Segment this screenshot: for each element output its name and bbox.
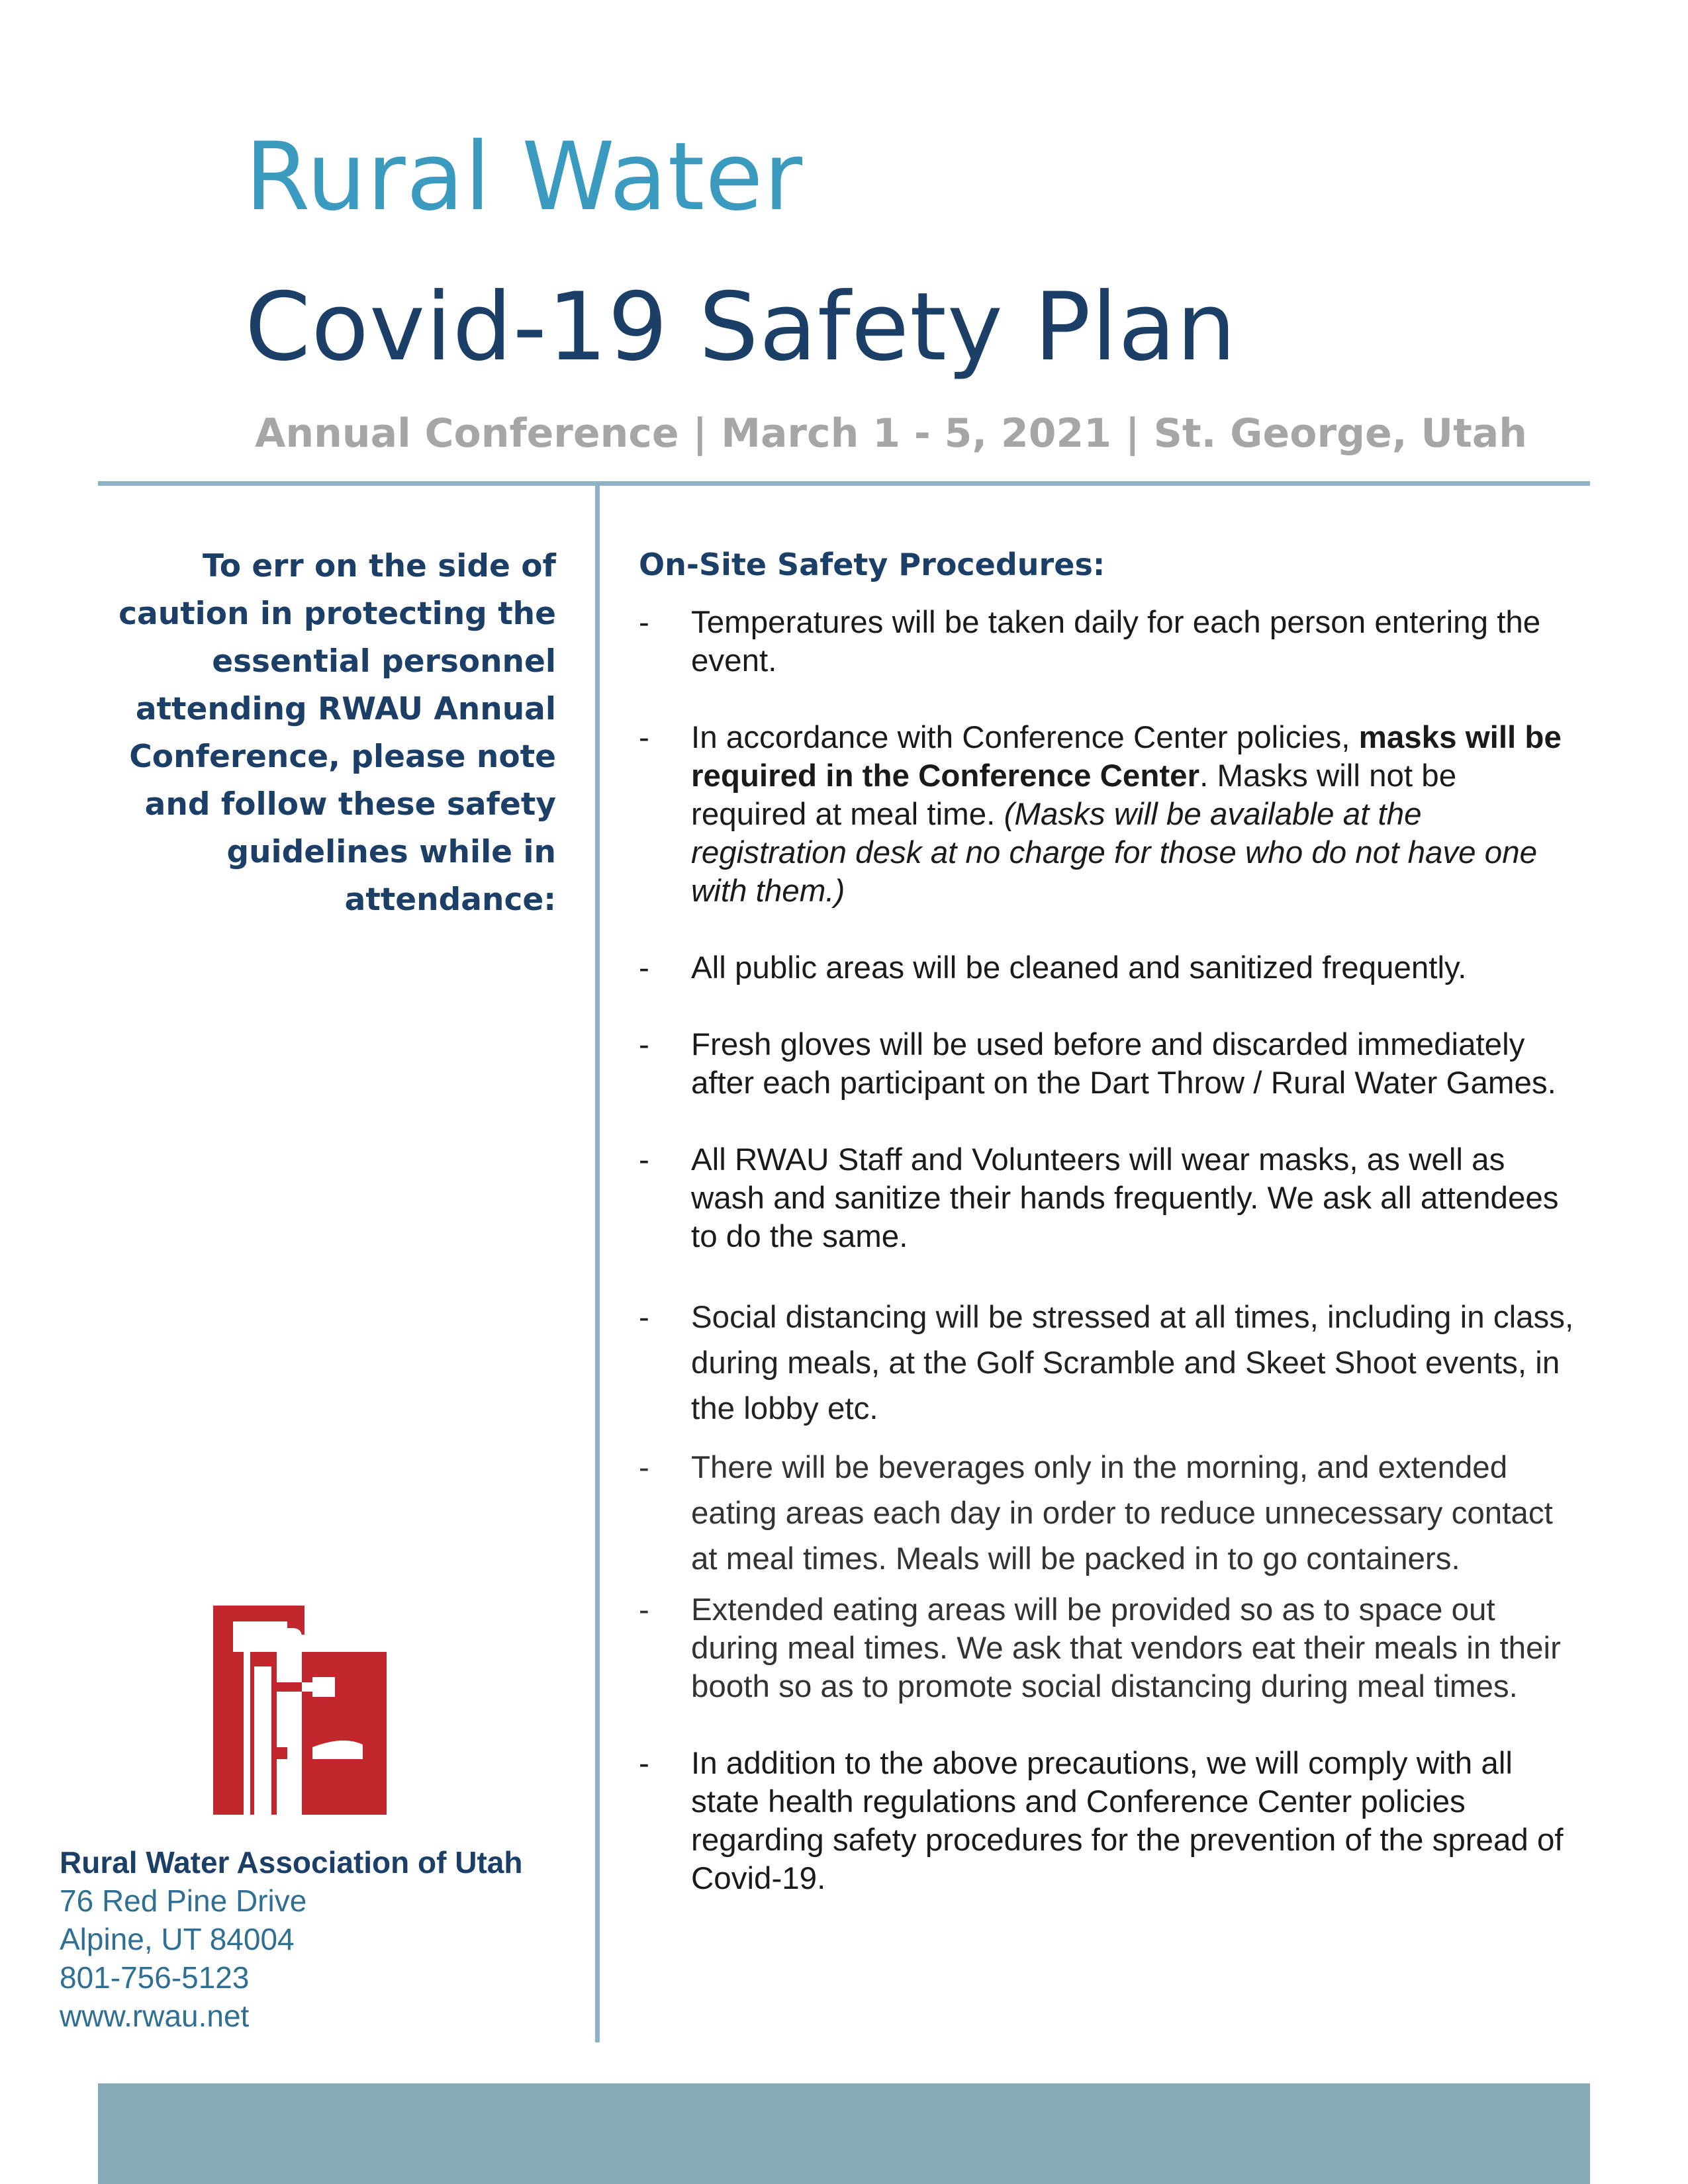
bullet-dash: - bbox=[639, 1746, 649, 1781]
intro-line: essential personnel bbox=[212, 643, 556, 680]
water-pump-logo-icon bbox=[213, 1606, 387, 1815]
list-item bbox=[639, 604, 1579, 680]
organization-contact bbox=[60, 1843, 589, 2035]
intro-line: Conference, please note bbox=[129, 739, 556, 775]
bullet-dash: - bbox=[639, 950, 649, 985]
item-text: Social distancing will be stressed at all times, including in class, during meals, at the Golf Scramble and Skeet Shoot events, in the lobby etc. bbox=[691, 1300, 1574, 1426]
item-italic-text: (Masks will be available at the registration desk at no charge for those who do not have one with them.) bbox=[691, 797, 1538, 909]
bullet-dash: - bbox=[639, 1027, 649, 1062]
procedures-heading: On-Site Safety Procedures: bbox=[639, 547, 1105, 582]
list-item bbox=[639, 1141, 1579, 1256]
item-text: Extended eating areas will be provided so as to space out during meal times. We ask that vendors eat their meals in their booth so as to promote social distancing during meal times. bbox=[691, 1592, 1561, 1704]
intro-line: To err on the side of bbox=[202, 548, 556, 584]
bullet-dash: - bbox=[639, 1142, 649, 1177]
bullet-dash: - bbox=[639, 1450, 649, 1485]
organization-name: Rural Water Association of Utah bbox=[60, 1845, 523, 1880]
column-divider bbox=[595, 486, 600, 2042]
bullet-dash: - bbox=[639, 1300, 649, 1335]
bullet-dash: - bbox=[639, 720, 649, 755]
event-subtitle: Annual Conference | March 1 - 5, 2021 | St. George, Utah bbox=[255, 410, 1527, 457]
footer-bar bbox=[98, 2083, 1590, 2184]
item-text: Temperatures will be taken daily for each person entering the event. bbox=[691, 605, 1541, 678]
intro-statement bbox=[99, 543, 556, 924]
intro-line: guidelines while in bbox=[226, 834, 556, 870]
intro-line: and follow these safety bbox=[144, 786, 556, 823]
list-item bbox=[639, 719, 1579, 911]
bullet-dash: - bbox=[639, 605, 649, 640]
item-text: All RWAU Staff and Volunteers will wear masks, as well as wash and sanitize their hands frequently. We ask all attendees to do the same. bbox=[691, 1142, 1559, 1254]
intro-line: caution in protecting the bbox=[118, 596, 556, 632]
item-bold-text: masks will be required in the Conference Center bbox=[691, 720, 1562, 794]
item-text: Fresh gloves will be used before and discarded immediately after each participant on the Dart Throw / Rural Water Games. bbox=[691, 1027, 1556, 1101]
title-covid-safety-plan: Covid-19 Safety Plan bbox=[245, 273, 1237, 382]
list-item bbox=[639, 1445, 1579, 1582]
list-item bbox=[639, 1591, 1579, 1706]
item-text: All public areas will be cleaned and sanitized frequently. bbox=[691, 950, 1467, 985]
list-item bbox=[639, 1745, 1579, 1898]
list-item bbox=[639, 949, 1579, 987]
phone-number: 801-756-5123 bbox=[60, 1960, 250, 1995]
bullet-dash: - bbox=[639, 1592, 649, 1627]
item-text: . Masks will not be required at meal time. bbox=[691, 758, 1457, 832]
address-city: Alpine, UT 84004 bbox=[60, 1922, 295, 1956]
list-item bbox=[639, 1026, 1579, 1103]
header-divider bbox=[98, 481, 1590, 486]
intro-line: attendance: bbox=[344, 882, 556, 918]
list-item bbox=[639, 1295, 1579, 1432]
procedures-list bbox=[639, 604, 1579, 1898]
website-link[interactable]: www.rwau.net bbox=[60, 1999, 250, 2033]
intro-line: attending RWAU Annual bbox=[135, 691, 556, 727]
title-rural-water: Rural Water bbox=[245, 122, 804, 232]
item-text: There will be beverages only in the morning, and extended eating areas each day in order to reduce unnecessary contact at meal times. Meals will be packed in to go containers. bbox=[691, 1450, 1553, 1576]
address-street: 76 Red Pine Drive bbox=[60, 1884, 307, 1918]
item-text: In accordance with Conference Center policies, bbox=[691, 720, 1359, 755]
item-text: In addition to the above precautions, we will comply with all state health regulations and Conference Center policies regarding safety procedures for the prevention of the spread of Covid-19. bbox=[691, 1746, 1564, 1896]
